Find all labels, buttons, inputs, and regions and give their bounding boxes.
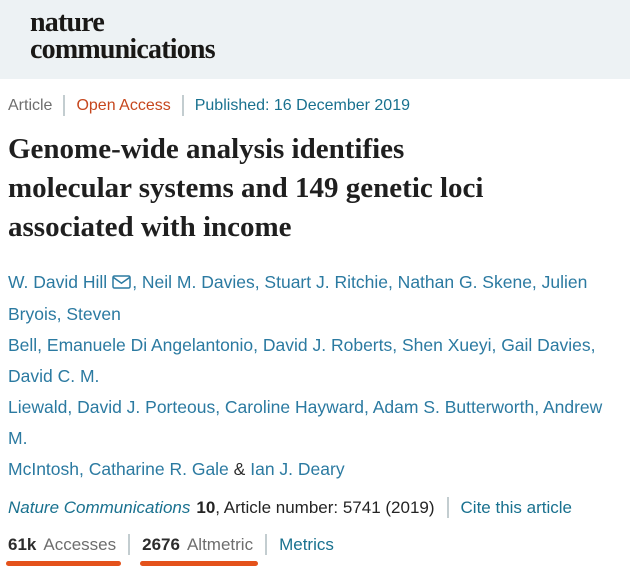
author-line-2[interactable]: Bell, Emanuele Di Angelantonio, David J. Roberts, Shen Xueyi, Gail Davies, David C. M. [8, 335, 596, 386]
author-line-3[interactable]: Liewald, David J. Porteous, Caroline Hayward, Adam S. Butterworth, Andrew M. [8, 397, 603, 448]
altmetric-label: Altmetric [186, 534, 254, 554]
accesses-label: Accesses [43, 534, 117, 554]
metrics-row [8, 534, 620, 555]
accesses-metric [8, 535, 116, 555]
author-list [8, 267, 620, 485]
separator [447, 497, 449, 518]
metrics-link[interactable]: Metrics [279, 534, 334, 554]
volume-number: 10 [196, 497, 216, 517]
author-line-4b[interactable]: Ian J. Deary [250, 459, 345, 479]
article-title [8, 130, 620, 247]
author-line-1-rest[interactable]: , Neil M. Davies, Stuart J. Ritchie, Nathan G. Skene, Julien Bryois, Steven [8, 272, 588, 324]
title-line-2: molecular systems and 149 genetic loci [8, 172, 484, 204]
accesses-value: 61k [8, 534, 37, 554]
separator [182, 95, 184, 116]
altmetric-value: 2676 [142, 534, 180, 554]
author-corresponding[interactable]: W. David Hill [8, 272, 108, 292]
ampersand: & [233, 459, 246, 479]
separator [265, 534, 267, 555]
logo-line-nature: nature [30, 7, 105, 38]
article-number-text: , Article number: 5741 (2019) [215, 497, 435, 517]
cite-this-article-link[interactable]: Cite this article [460, 497, 572, 517]
journal-name[interactable]: Nature Communications [8, 497, 191, 517]
nature-communications-logo[interactable] [30, 9, 215, 63]
title-line-1: Genome-wide analysis identifies [8, 133, 405, 165]
annotation-underline [6, 561, 121, 566]
citation-row [8, 497, 620, 518]
journal-brand-band [0, 0, 630, 79]
title-line-3: associated with income [8, 211, 292, 243]
author-line-1[interactable] [8, 267, 620, 330]
open-access-link[interactable]: Open Access [76, 96, 171, 114]
author-line-4[interactable] [8, 454, 620, 485]
annotation-underline [140, 561, 258, 566]
logo-line-communications: communications [30, 34, 215, 65]
article-header [0, 79, 630, 555]
author-line-4a[interactable]: McIntosh, Catharine R. Gale [8, 459, 229, 479]
article-type-label: Article [8, 96, 53, 114]
separator [128, 534, 130, 555]
envelope-icon[interactable] [112, 268, 131, 299]
published-date: Published: 16 December 2019 [194, 96, 410, 114]
altmetric-metric [142, 535, 253, 555]
article-meta-row [8, 95, 620, 116]
separator [63, 95, 65, 116]
